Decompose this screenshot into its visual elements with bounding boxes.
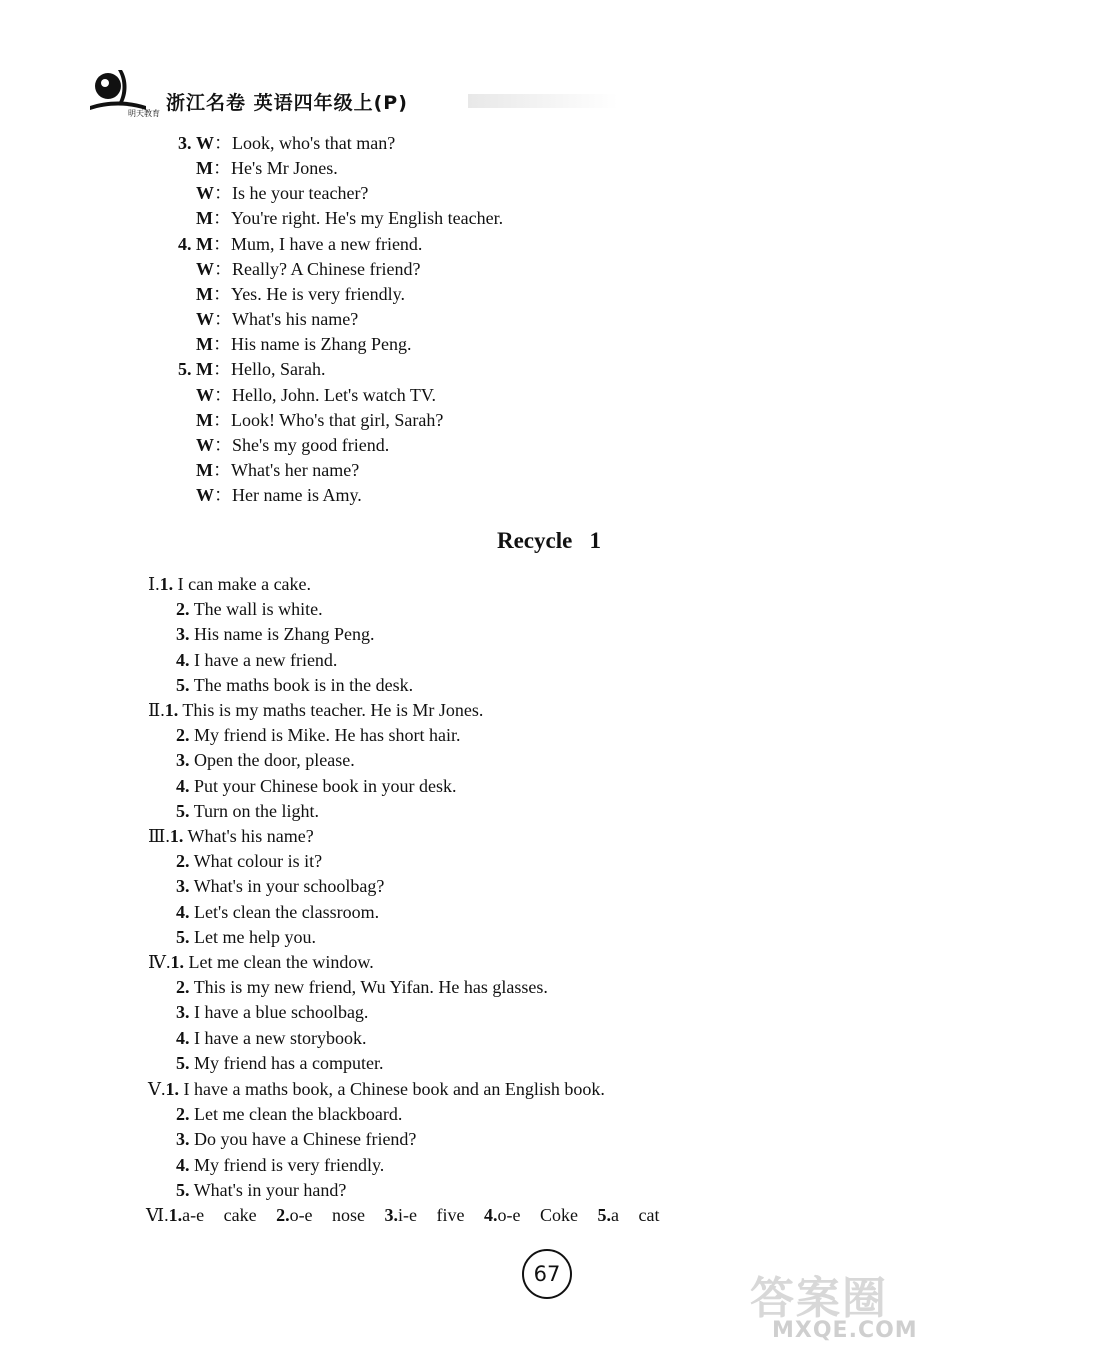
answer-item [176,1051,383,1075]
dialogue-text: His name is Zhang Peng. [231,334,412,354]
speaker-label: M [196,359,213,379]
item-number: 1. [164,700,179,720]
dialogue-line [178,282,405,306]
item-number: 2. [176,1104,190,1124]
dialogue-line [178,206,503,230]
speaker-colon: ： [214,259,232,279]
speaker-label: M [196,158,213,178]
dialogue-text: Look! Who's that girl, Sarah? [231,410,444,430]
answer-item [176,1102,402,1126]
item-number: 4. [176,1028,190,1048]
item-text: The maths book is in the desk. [193,675,414,695]
item-text: What's in your schoolbag? [193,876,385,896]
dialogue-line [178,332,411,356]
page-header [88,62,568,122]
dialogue-text: Her name is Amy. [232,485,362,505]
answer-item [176,1000,368,1024]
answer-item [176,597,323,621]
answer-item [176,849,322,873]
item-text: I can make a cake. [177,574,312,594]
answer-item [148,824,314,848]
dialogue-line [178,433,389,457]
item-number: 4. [176,650,190,670]
speaker-colon: ： [214,183,232,203]
example-word: nose [332,1205,366,1225]
dialogue-line [178,408,443,432]
answer-item [176,1178,346,1202]
item-text: His name is Zhang Peng. [194,624,375,644]
speaker-label: W [196,309,214,329]
answer-item [176,723,460,747]
answer-item [176,874,384,898]
speaker-colon: ： [213,208,231,228]
speaker-label: W [196,435,214,455]
dialogue-text: Hello, Sarah. [231,359,326,379]
speaker-label: W [196,183,214,203]
item-number: 1. [169,826,184,846]
speaker-colon: ： [214,385,232,405]
item-number: 2. [176,851,190,871]
speaker-label: W [196,385,214,405]
dialogue-text: Look, who's that man? [232,133,396,153]
speaker-label: M [196,234,213,254]
item-text: Put your Chinese book in your desk. [194,776,457,796]
part-roman-numeral: Ⅵ. [146,1205,169,1225]
item-text: Open the door, please. [194,750,355,770]
dialogue-number: 5. [178,359,192,379]
dialogue-line [178,181,368,205]
speaker-label: W [196,259,214,279]
item-text: This is my maths teacher. He is Mr Jones. [182,700,484,720]
item-number: 4. [484,1205,498,1225]
example-word: Coke [540,1205,578,1225]
item-number: 1. [159,574,174,594]
speaker-colon: ： [213,158,231,178]
header-decoration [468,94,618,108]
example-word: five [436,1205,465,1225]
answer-item [176,1153,384,1177]
speaker-label: M [196,460,213,480]
dialogue-text: Hello, John. Let's watch TV. [232,385,437,405]
speaker-label: M [196,208,213,228]
page-number: 67 [522,1249,572,1299]
letter-pattern: o-e [497,1205,521,1225]
speaker-colon: ： [213,460,231,480]
item-number: 1. [168,1205,183,1225]
item-number: 4. [176,902,190,922]
item-number: 5. [176,927,190,947]
item-text: I have a new storybook. [194,1028,367,1048]
header-title: 浙江名卷 英语四年级上(P) [166,92,408,114]
item-text: The wall is white. [193,599,323,619]
example-word: cat [638,1205,660,1225]
item-number: 3. [176,1129,190,1149]
item-text: Let me clean the window. [188,952,374,972]
dialogue-text: He's Mr Jones. [231,158,338,178]
part-roman-numeral: Ⅳ. [148,952,171,972]
speaker-label: M [196,284,213,304]
item-text: My friend is Mike. He has short hair. [194,725,461,745]
answer-item [176,799,319,823]
item-number: 3. [384,1205,399,1225]
item-number: 5. [176,1053,190,1073]
item-text: Let me help you. [194,927,316,947]
answer-item [148,1077,605,1101]
answer-item [176,1127,416,1151]
section-title: Recycle 1 [496,528,602,553]
item-number: 3. [176,750,190,770]
logo-text: 明天教育 [128,109,160,118]
dialogue-line [178,483,362,507]
item-text: I have a blue schoolbag. [194,1002,369,1022]
item-number: 4. [176,1155,190,1175]
item-number: 1. [165,1079,179,1099]
letter-pattern: a-e [182,1205,205,1225]
item-number: 5. [176,675,190,695]
answer-item [148,698,483,722]
part-roman-numeral: Ⅱ. [148,700,165,720]
watermark-url: MXQE.COM [772,1318,918,1343]
watermark [742,1262,992,1352]
dialogue-line [178,458,359,482]
item-number: 2. [276,1205,290,1225]
item-text: I have a new friend. [194,650,338,670]
dialogue-text: Yes. He is very friendly. [231,284,405,304]
speaker-colon: ： [213,334,231,354]
item-text: Do you have a Chinese friend? [194,1129,417,1149]
answer-item [176,648,337,672]
dialogue-line [178,232,422,256]
speaker-colon: ： [214,133,232,153]
part-roman-numeral: Ⅴ. [148,1079,166,1099]
speaker-colon: ： [213,234,231,254]
item-number: 3. [176,624,190,644]
dialogue-text: What's her name? [231,460,360,480]
speaker-colon: ： [214,435,232,455]
answer-item [176,925,316,949]
dialogue-line [178,257,420,281]
answer-item [176,774,457,798]
answer-item [148,572,311,596]
item-text: What colour is it? [193,851,323,871]
dialogue-text: She's my good friend. [232,435,390,455]
part-roman-numeral: Ⅲ. [148,826,170,846]
part-6-row [146,1203,659,1227]
answer-item [176,673,413,697]
speaker-colon: ： [213,284,231,304]
dialogue-line [178,357,325,381]
answer-item [176,900,379,924]
speaker-label: M [196,334,213,354]
dialogue-text: What's his name? [232,309,359,329]
letter-pattern: a [611,1205,619,1225]
item-number: 3. [176,1002,190,1022]
publisher-logo-icon [88,64,160,120]
speaker-label: M [196,410,213,430]
item-number: 2. [176,725,190,745]
item-text: My friend has a computer. [194,1053,384,1073]
dialogue-text: You're right. He's my English teacher. [231,208,504,228]
example-word: cake [223,1205,257,1225]
item-text: I have a maths book, a Chinese book and an English book. [183,1079,605,1099]
item-number: 3. [176,876,190,896]
item-text: Let me clean the blackboard. [194,1104,403,1124]
watermark-cn: 答案圈 [750,1273,888,1324]
speaker-colon: ： [213,359,231,379]
item-text: Turn on the light. [193,801,320,821]
dialogue-text: Really? A Chinese friend? [232,259,421,279]
item-number: 1. [170,952,184,972]
item-text: This is my new friend, Wu Yifan. He has glasses. [193,977,548,997]
part-roman-numeral: Ⅰ. [148,574,160,594]
answer-item [176,748,355,772]
dialogue-number: 4. [178,234,192,254]
dialogue-line [178,156,338,180]
item-number: 4. [176,776,190,796]
answer-item [148,950,374,974]
dialogue-number: 3. [178,133,192,153]
letter-pattern: i-e [398,1205,418,1225]
item-text: What's his name? [187,826,314,846]
speaker-colon: ： [213,410,231,430]
dialogue-text: Is he your teacher? [232,183,369,203]
dialogue-line [178,131,395,155]
item-number: 5. [176,1180,190,1200]
dialogue-line [178,307,358,331]
answer-item [176,622,374,646]
answer-item [176,1026,366,1050]
speaker-colon: ： [214,309,232,329]
item-number: 5. [597,1205,611,1225]
answer-item [176,975,548,999]
item-number: 5. [176,801,190,821]
dialogue-text: Mum, I have a new friend. [231,234,423,254]
item-text: My friend is very friendly. [194,1155,385,1175]
item-text: Let's clean the classroom. [194,902,380,922]
speaker-colon: ： [214,485,232,505]
letter-pattern: o-e [289,1205,313,1225]
dialogue-line [178,383,436,407]
item-text: What's in your hand? [193,1180,347,1200]
speaker-label: W [196,133,214,153]
speaker-label: W [196,485,214,505]
item-number: 2. [176,599,190,619]
item-number: 2. [176,977,190,997]
